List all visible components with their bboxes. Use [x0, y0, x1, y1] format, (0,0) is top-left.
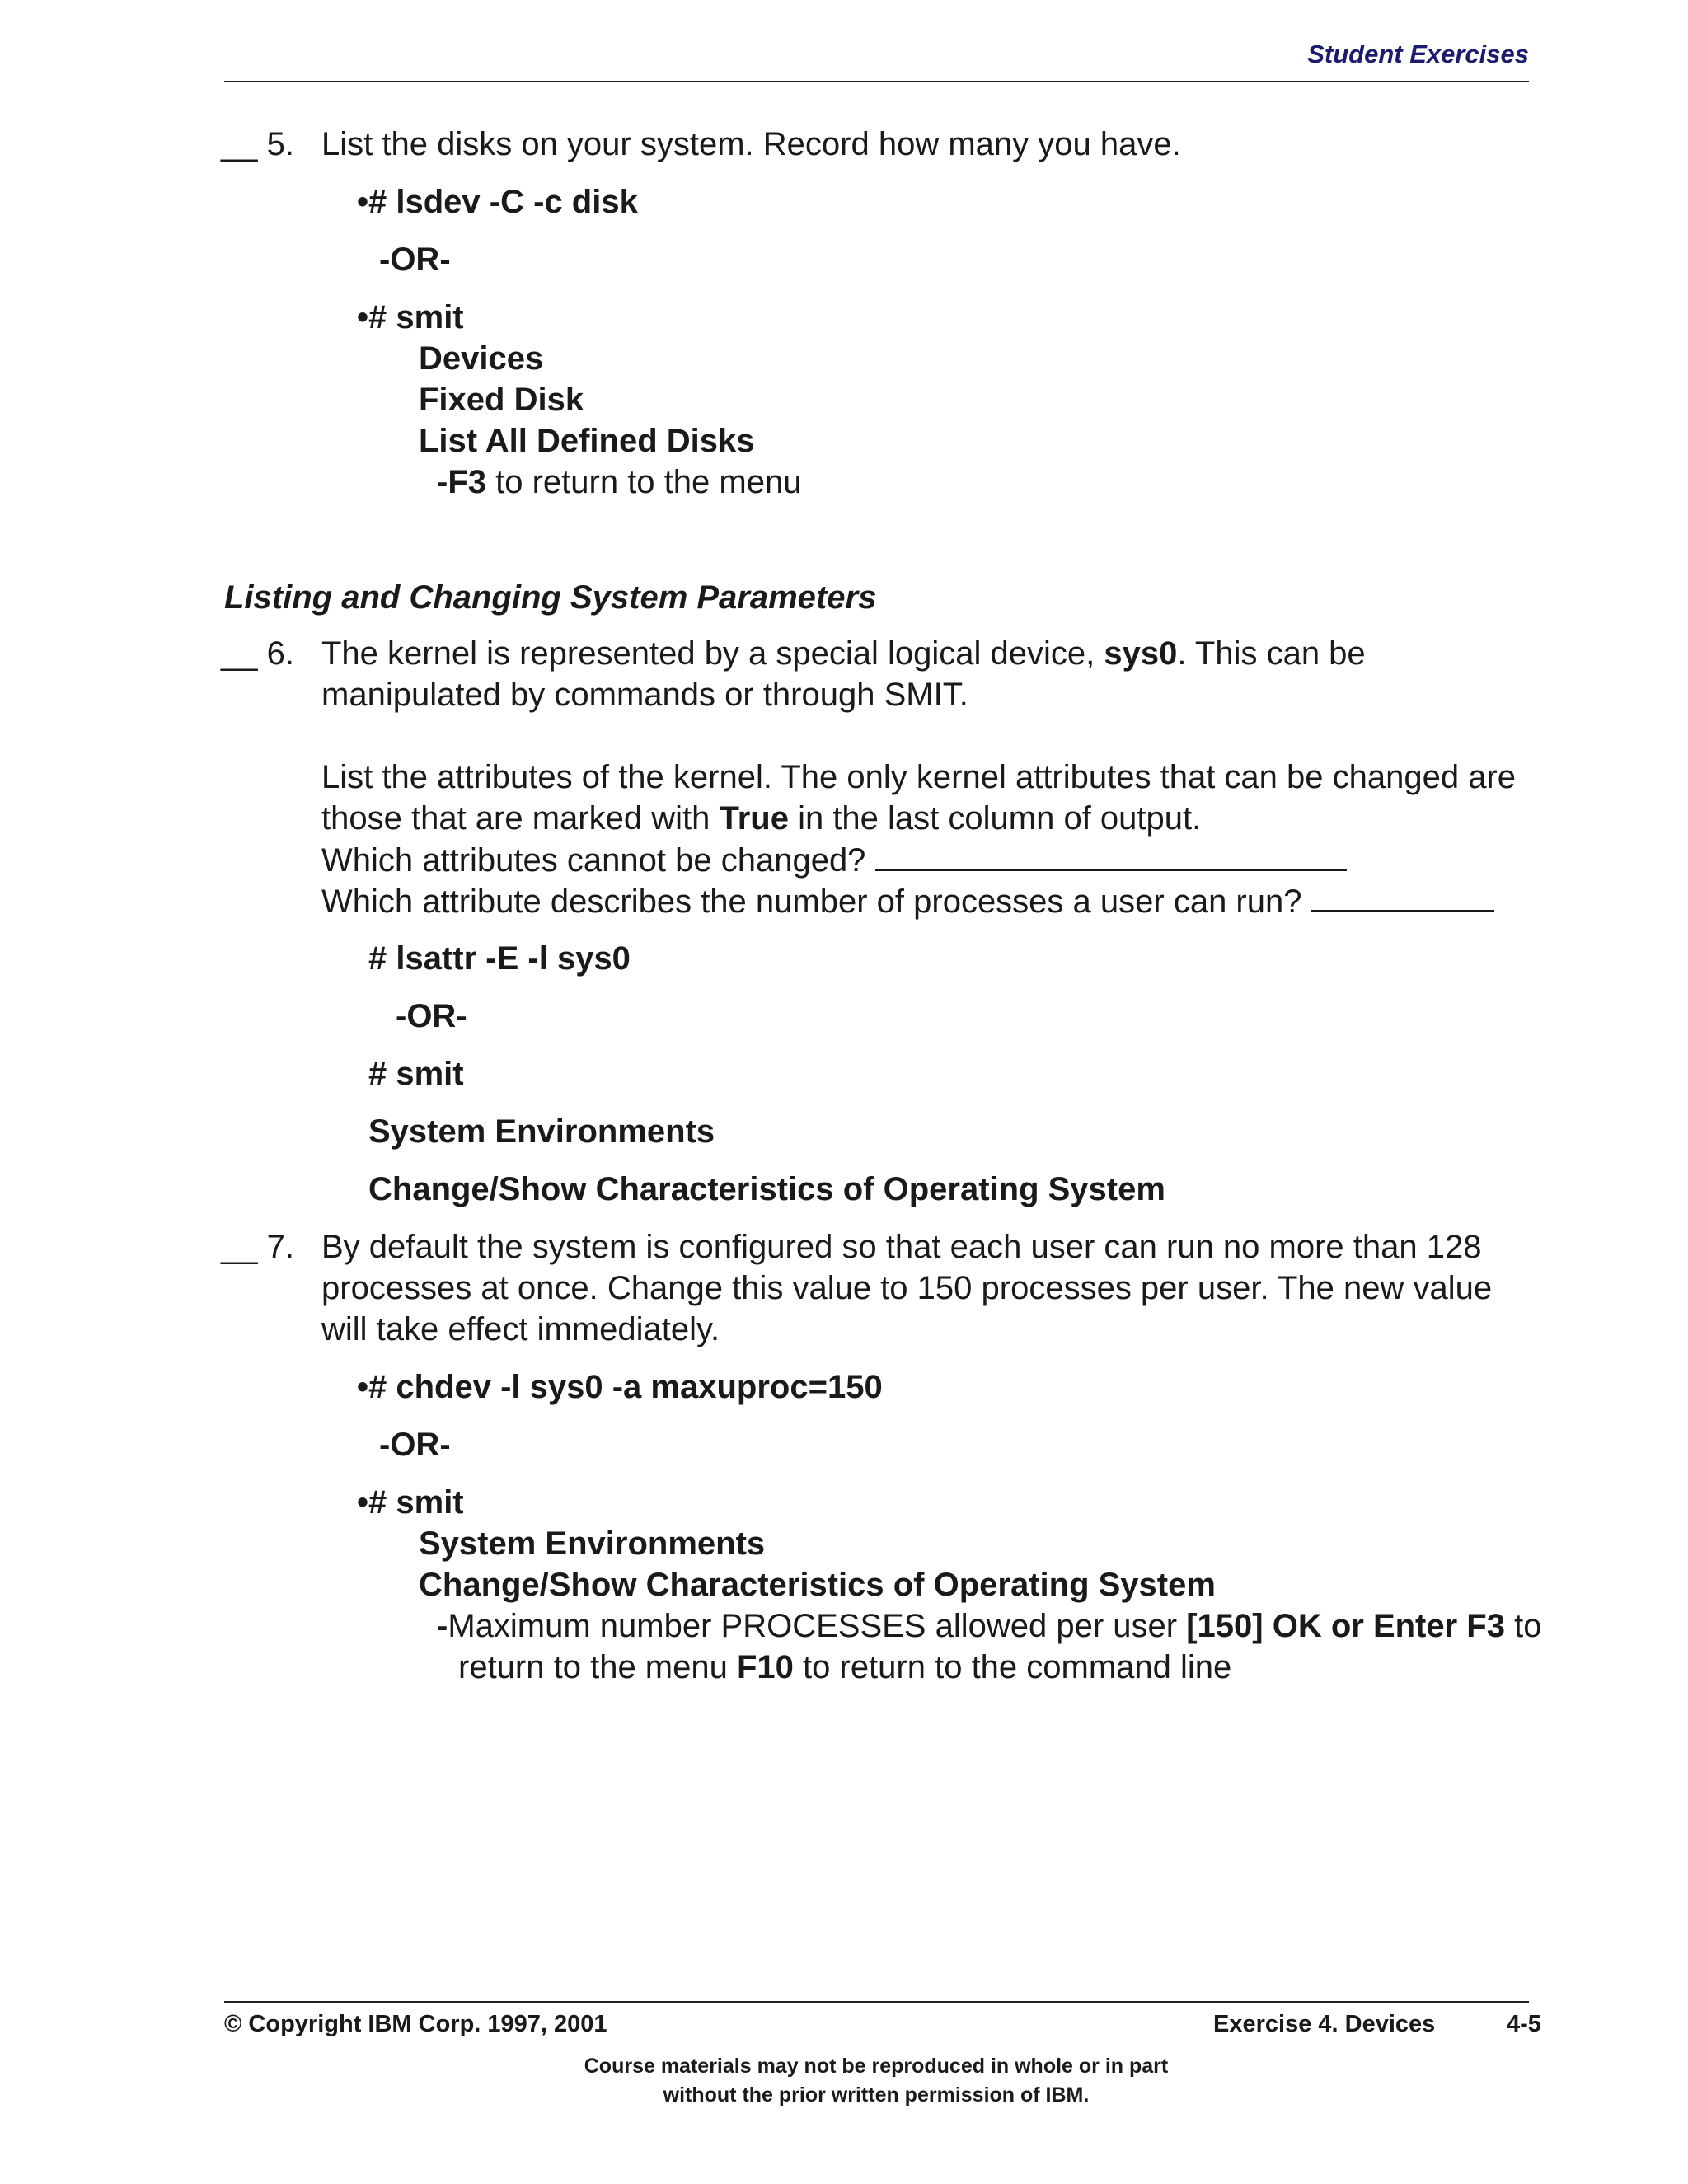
text-run: to return to the command line	[793, 1649, 1232, 1685]
step-7-marker: __ 7.	[221, 1229, 294, 1265]
step-6-question-2	[321, 880, 1494, 922]
step-5-command-2	[357, 297, 464, 338]
step-6-menu-2: Change/Show Characteristics of Operating System	[368, 1171, 1165, 1207]
header-rule	[224, 81, 1529, 82]
text-run: in the last column of output.	[788, 800, 1202, 837]
true-keyword: True	[719, 800, 789, 837]
key-sequence: [150] OK or Enter F3	[1186, 1608, 1505, 1644]
step-7-detail-1	[437, 1605, 1541, 1647]
text-run: those that are marked with	[321, 800, 720, 837]
dash: -	[437, 1608, 448, 1644]
command-text: # lsdev -C -c disk	[368, 184, 638, 220]
step-7-command-2	[357, 1482, 464, 1523]
step-6-menu-1: System Environments	[368, 1113, 715, 1150]
f3-text: to return to the menu	[486, 464, 802, 500]
section-title: Listing and Changing System Parameters	[224, 579, 877, 616]
step-7-line-2: processes at once. Change this value to 150 processes per user. The new value	[321, 1270, 1493, 1306]
step-6-command-1: # lsattr -E -l sys0	[368, 940, 631, 977]
step-6-command-2: # smit	[368, 1056, 464, 1092]
text-run: return to the menu	[458, 1649, 737, 1685]
device-name: sys0	[1104, 635, 1178, 672]
step-6-or: -OR-	[396, 998, 467, 1034]
running-header: Student Exercises	[1307, 40, 1529, 68]
step-7-menu-2: Change/Show Characteristics of Operating System	[419, 1567, 1216, 1603]
bullet: •	[357, 1369, 369, 1405]
bullet: •	[357, 299, 369, 335]
step-5-menu-item: Fixed Disk	[419, 382, 584, 418]
answer-blank-1[interactable]	[875, 839, 1347, 871]
question-text: Which attribute describes the number of processes a user can run?	[321, 883, 1302, 920]
footer-note-line-1: Course materials may not be reproduced in whole or in part	[584, 2055, 1169, 2078]
step-5-command-1	[357, 181, 638, 223]
bullet: •	[357, 1484, 369, 1521]
text-run: to	[1504, 1608, 1542, 1644]
step-6-question-1	[321, 839, 1347, 881]
step-6-marker: __ 6.	[221, 635, 294, 672]
command-text: # smit	[368, 299, 464, 335]
step-6-line-3: List the attributes of the kernel. The only kernel attributes that can be changed are	[321, 759, 1517, 795]
text-run: Maximum number PROCESSES allowed per user	[448, 1608, 1187, 1644]
footer-rule	[224, 2001, 1529, 2003]
step-7-line-3: will take effect immediately.	[321, 1311, 720, 1347]
step-6-line-2: manipulated by commands or through SMIT.	[321, 677, 968, 713]
step-7-detail-2	[458, 1647, 1231, 1688]
page-number: 4-5	[1507, 2011, 1541, 2037]
copyright: © Copyright IBM Corp. 1997, 2001	[224, 2011, 607, 2037]
f10-key: F10	[736, 1649, 794, 1685]
step-5-text: List the disks on your system. Record how many you have.	[321, 126, 1181, 162]
step-6-line-4	[321, 798, 1201, 839]
step-7-menu-1: System Environments	[419, 1526, 766, 1562]
command-text: # smit	[368, 1484, 464, 1521]
step-7-line-1: By default the system is configured so that each user can run no more than 128	[321, 1229, 1482, 1265]
step-5-marker: __ 5.	[221, 126, 294, 162]
step-6-line-1	[321, 633, 1366, 674]
bullet: •	[357, 184, 369, 220]
step-7-or: -OR-	[379, 1427, 451, 1463]
step-5-menu-item: Devices	[419, 340, 544, 377]
f3-key: -F3	[437, 464, 486, 500]
step-5-or: -OR-	[379, 241, 451, 278]
question-text: Which attributes cannot be changed?	[321, 842, 866, 879]
step-5-menu-item: List All Defined Disks	[419, 423, 755, 459]
text-run: The kernel is represented by a special logical device,	[321, 635, 1104, 672]
command-text: # chdev -l sys0 -a maxuproc=150	[368, 1369, 883, 1405]
exercise-title: Exercise 4. Devices	[1213, 2011, 1436, 2037]
step-7-command-1	[357, 1366, 883, 1408]
answer-blank-2[interactable]	[1311, 880, 1494, 912]
footer-note-line-2: without the prior written permission of IBM.	[663, 2083, 1090, 2107]
text-run: . This can be	[1177, 635, 1366, 672]
step-5-f3-note	[437, 462, 801, 503]
